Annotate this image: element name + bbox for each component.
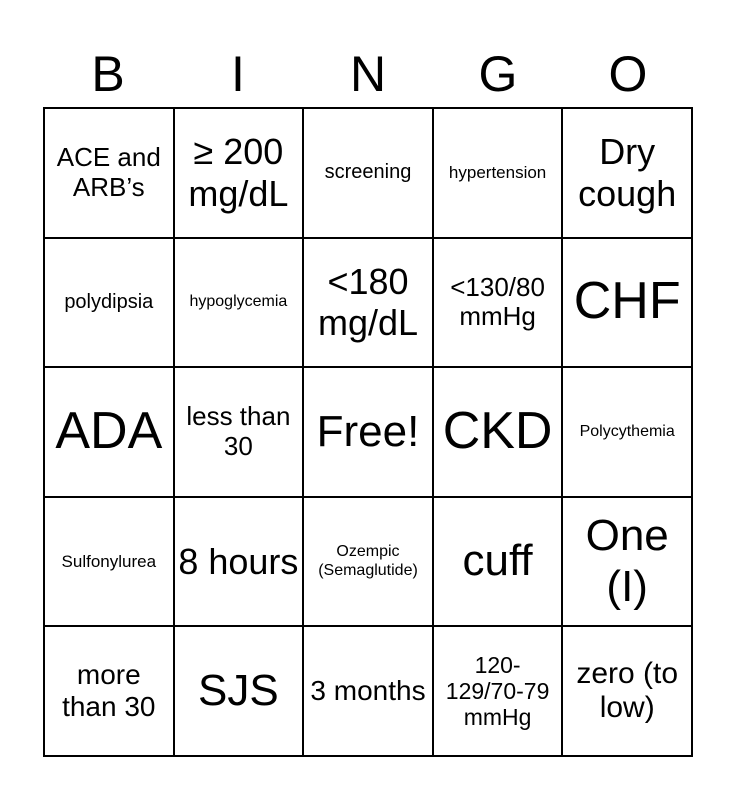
bingo-cell-r3c3[interactable]: Free!: [303, 367, 433, 497]
header-letter-n: N: [349, 46, 387, 102]
bingo-cell-r4c2[interactable]: 8 hours: [174, 497, 304, 627]
bingo-cell-r5c2[interactable]: SJS: [174, 626, 304, 756]
bingo-cell-r3c5[interactable]: Polycythemia: [562, 367, 692, 497]
bingo-cell-r5c3[interactable]: 3 months: [303, 626, 433, 756]
bingo-cell-r3c2[interactable]: less than 30: [174, 367, 304, 497]
bingo-cell-r2c5[interactable]: CHF: [562, 238, 692, 368]
bingo-cell-r5c5[interactable]: zero (to low): [562, 626, 692, 756]
bingo-cell-r3c1[interactable]: ADA: [44, 367, 174, 497]
header-letter-o: O: [608, 46, 648, 102]
bingo-cell-r4c1[interactable]: Sulfonylurea: [44, 497, 174, 627]
header-letter-i: I: [231, 46, 245, 102]
bingo-cell-r2c4[interactable]: <130/80 mmHg: [433, 238, 563, 368]
bingo-cell-r1c5[interactable]: Dry cough: [562, 108, 692, 238]
bingo-cell-r1c4[interactable]: hypertension: [433, 108, 563, 238]
header-letter-g: G: [478, 46, 518, 102]
bingo-cell-r4c3[interactable]: Ozempic (Semaglutide): [303, 497, 433, 627]
bingo-cell-r1c1[interactable]: ACE and ARB’s: [44, 108, 174, 238]
header-letter-b: B: [91, 46, 125, 102]
bingo-cell-r4c5[interactable]: One (I): [562, 497, 692, 627]
bingo-cell-r2c1[interactable]: polydipsia: [44, 238, 174, 368]
bingo-cell-r2c3[interactable]: <180 mg/dL: [303, 238, 433, 368]
bingo-cell-r1c3[interactable]: screening: [303, 108, 433, 238]
bingo-header: [43, 40, 693, 108]
bingo-cell-r5c4[interactable]: 120-129/70-79 mmHg: [433, 626, 563, 756]
bingo-cell-r3c4[interactable]: CKD: [433, 367, 563, 497]
bingo-cell-r1c2[interactable]: ≥ 200 mg/dL: [174, 108, 304, 238]
bingo-cell-r2c2[interactable]: hypoglycemia: [174, 238, 304, 368]
bingo-cell-r5c1[interactable]: more than 30: [44, 626, 174, 756]
bingo-cell-r4c4[interactable]: cuff: [433, 497, 563, 627]
bingo-board: [43, 107, 693, 757]
